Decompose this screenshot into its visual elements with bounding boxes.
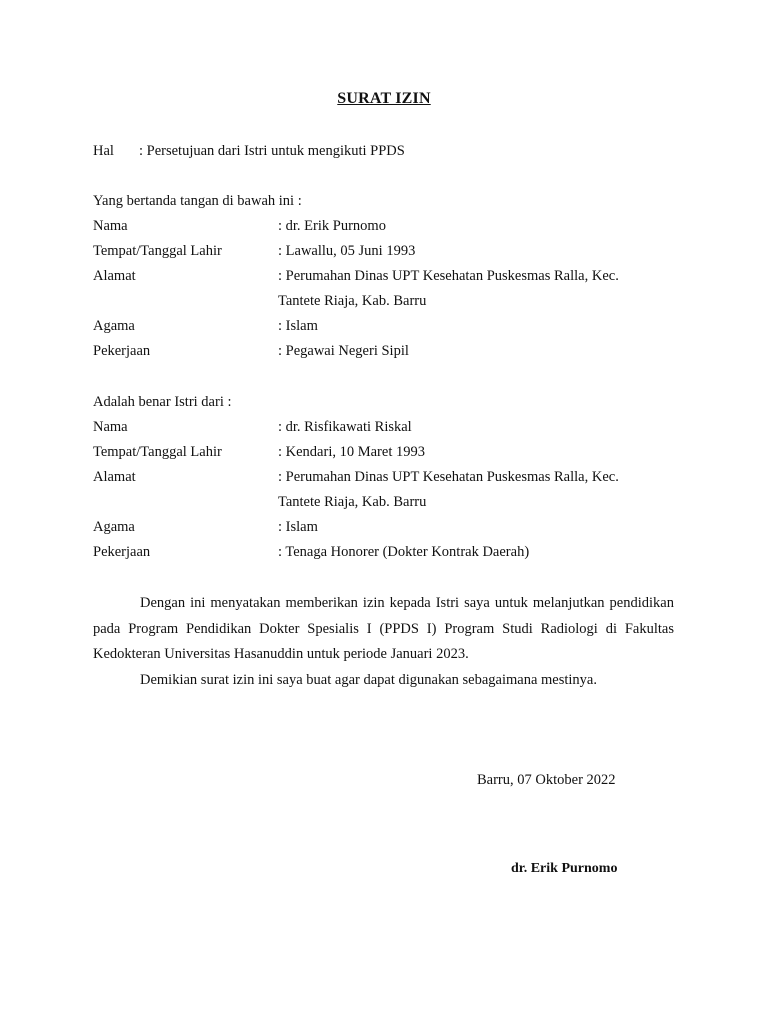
- field-value: : dr. Risfikawati Riskal: [278, 419, 412, 435]
- field-label: Tempat/Tanggal Lahir: [93, 444, 222, 460]
- subject-line: [93, 139, 693, 164]
- husband-row-religion: [93, 314, 683, 339]
- field-label: Alamat: [93, 268, 136, 284]
- field-value: : Perumahan Dinas UPT Kesehatan Puskesmas Ralla, Kec.: [278, 268, 619, 284]
- wife-row-name: [93, 415, 683, 440]
- husband-row-birth: [93, 239, 683, 264]
- body-paragraph-statement: Dengan ini menyatakan memberikan izin kepada Istri saya untuk melanjutkan pendidikan pada Program Pendidikan Dokter Spesialis I (PPDS I) Program Studi Radiologi di Fakultas Kedokteran Universitas Hasanuddin untuk periode Januari 2023.: [93, 595, 674, 662]
- signer-name: dr. Erik Purnomo: [511, 861, 618, 876]
- wife-section: [93, 390, 683, 565]
- field-label: Pekerjaan: [93, 544, 151, 560]
- place-date: Barru, 07 Oktober 2022: [477, 772, 616, 788]
- subject-value: : Persetujuan dari Istri untuk mengikuti PPDS: [139, 143, 405, 159]
- wife-row-birth: [93, 440, 683, 465]
- letter-title: SURAT IZIN: [337, 90, 431, 107]
- field-label: Agama: [93, 318, 135, 334]
- field-value-group: [278, 465, 683, 515]
- field-value-continuation: Tantete Riaja, Kab. Barru: [278, 293, 427, 309]
- field-value-continuation: Tantete Riaja, Kab. Barru: [278, 494, 427, 510]
- husband-section: [93, 189, 683, 364]
- field-label: Alamat: [93, 469, 136, 485]
- subject-label: Hal: [93, 143, 114, 159]
- field-value: : Perumahan Dinas UPT Kesehatan Puskesmas Ralla, Kec.: [278, 469, 619, 485]
- field-label: Tempat/Tanggal Lahir: [93, 243, 222, 259]
- field-label: Pekerjaan: [93, 343, 151, 359]
- wife-row-occupation: [93, 540, 683, 565]
- field-label: Nama: [93, 218, 128, 234]
- husband-row-address: [93, 264, 683, 314]
- field-value: : Pegawai Negeri Sipil: [278, 343, 409, 359]
- husband-row-name: [93, 214, 683, 239]
- husband-intro: Yang bertanda tangan di bawah ini :: [93, 193, 302, 209]
- field-value: : dr. Erik Purnomo: [278, 218, 386, 234]
- body-paragraph-closing: Demikian surat izin ini saya buat agar dapat digunakan sebagaimana mestinya.: [140, 671, 597, 688]
- letter-body: [93, 591, 674, 693]
- field-label: Agama: [93, 519, 135, 535]
- field-value: : Tenaga Honorer (Dokter Kontrak Daerah): [278, 544, 530, 560]
- field-value: : Kendari, 10 Maret 1993: [278, 444, 425, 460]
- field-value-group: [278, 264, 683, 314]
- field-value: : Lawallu, 05 Juni 1993: [278, 243, 416, 259]
- wife-row-address: [93, 465, 683, 515]
- wife-row-religion: [93, 515, 683, 540]
- field-label: Nama: [93, 419, 128, 435]
- husband-row-occupation: [93, 339, 683, 364]
- field-value: : Islam: [278, 519, 318, 535]
- wife-intro: Adalah benar Istri dari :: [93, 394, 232, 410]
- field-value: : Islam: [278, 318, 318, 334]
